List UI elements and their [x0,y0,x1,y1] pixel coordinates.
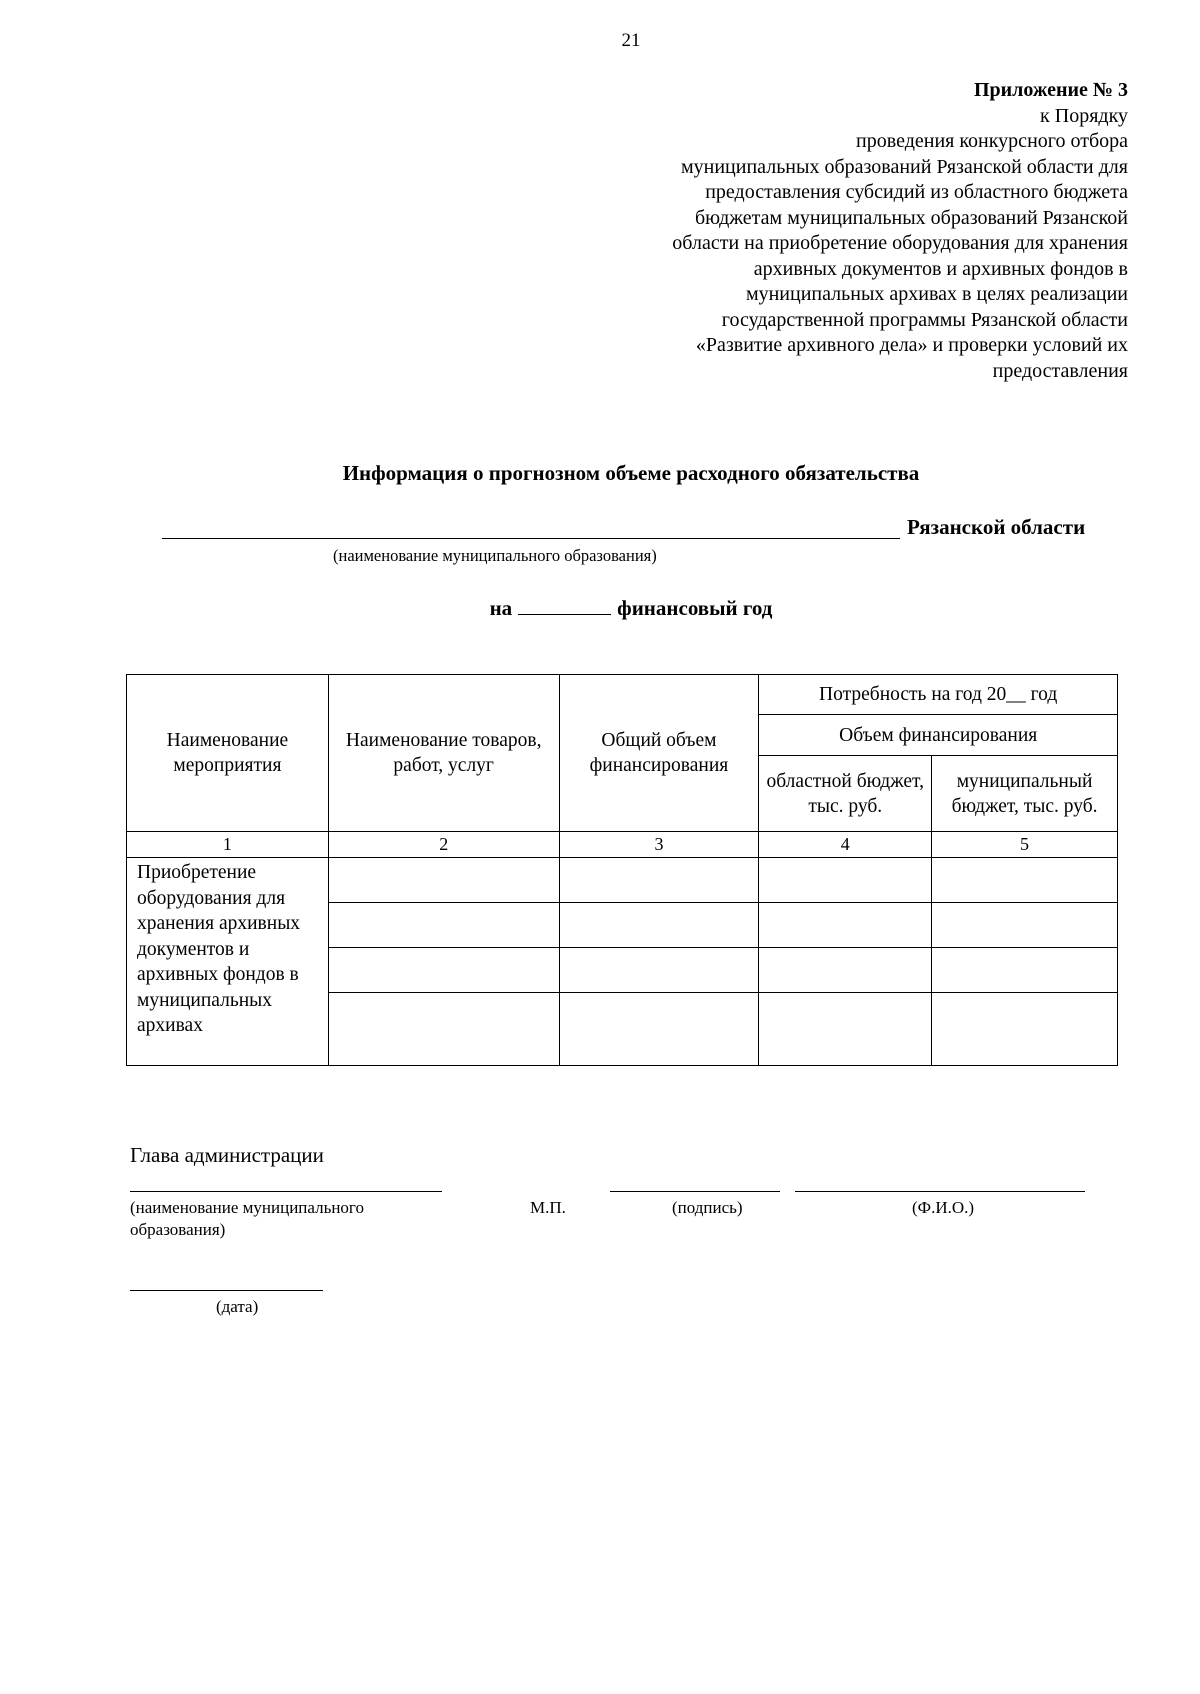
table-row [127,858,1118,903]
empty-cell[interactable] [328,903,559,948]
appendix-line: архивных документов и архивных фондов в [753,257,1128,280]
appendix-line: муниципальных образований Рязанской области для [680,155,1128,178]
empty-cell[interactable] [932,993,1118,1066]
empty-cell[interactable] [328,858,559,903]
appendix-title: Приложение № 3 [973,79,1128,101]
empty-cell[interactable] [559,948,759,993]
appendix-line: государственной программы Рязанской области [721,308,1128,331]
appendix-line: «Развитие архивного дела» и проверки условий их [695,334,1128,356]
municipality-caption: (наименование муниципального образования) [333,546,657,565]
column-number: 5 [932,832,1118,858]
appendix-line: области на приобретение оборудования для хранения [672,232,1128,254]
appendix-line: к Порядку [1040,104,1128,127]
year-blank [518,596,611,615]
header-regional-budget: областной бюджет, тыс. руб. [759,756,932,832]
region-label: Рязанской области [907,515,1086,539]
empty-cell[interactable] [328,948,559,993]
appendix-line: предоставления субсидий из областного бюджета [705,181,1128,203]
empty-cell[interactable] [328,993,559,1066]
empty-cell[interactable] [559,858,759,903]
financial-year-line [0,596,1200,621]
appendix-line: бюджетам муниципальных образований Рязанской [694,206,1128,229]
empty-cell[interactable] [932,903,1118,948]
page-number: 21 [621,30,641,51]
appendix-block [568,78,1128,384]
column-number-row [127,832,1118,858]
column-number: 2 [328,832,559,858]
column-number: 4 [759,832,932,858]
municipality-signature-line [130,1190,442,1192]
empty-cell[interactable] [759,903,932,948]
appendix-line: проведения конкурсного отбора [856,130,1128,152]
fin-year-suffix: финансовый год [617,596,773,620]
header-goods-name: Наименование товаров, работ, услуг [328,675,559,832]
empty-cell[interactable] [932,858,1118,903]
column-number: 3 [559,832,759,858]
fio-caption: (Ф.И.О.) [912,1198,975,1217]
header-need-year: Потребность на год 20__ год [759,675,1118,715]
head-of-administration-label: Глава администрации [130,1143,324,1167]
empty-cell[interactable] [759,993,932,1066]
signature-line [610,1190,780,1192]
empty-cell[interactable] [559,903,759,948]
header-event-name: Наименование мероприятия [127,675,329,832]
header-total-volume: Общий объем финансирования [559,675,759,832]
stamp-place-label: М.П. [530,1198,566,1217]
fio-line [795,1190,1085,1192]
municipality-name-blank [162,518,900,539]
date-line [130,1289,323,1291]
empty-cell[interactable] [559,993,759,1066]
header-financing-volume: Объем финансирования [759,715,1118,756]
date-caption: (дата) [216,1297,259,1316]
fin-year-prefix: на [489,596,513,620]
signature-caption: (подпись) [672,1198,743,1217]
empty-cell[interactable] [759,948,932,993]
empty-cell[interactable] [932,948,1118,993]
empty-cell[interactable] [759,858,932,903]
municipality-caption-bottom: (наименование муниципального образования) [130,1198,364,1239]
column-number: 1 [127,832,329,858]
row-label-equipment: Приобретение оборудования для хранения архивных документов и архивных фондов в муниципальных архивах [127,858,329,1066]
document-title: Информация о прогнозном объеме расходного обязательства [342,461,920,485]
appendix-line: предоставления [992,359,1128,382]
forecast-table [126,674,1118,1066]
header-municipal-budget: муниципальный бюджет, тыс. руб. [932,756,1118,832]
appendix-line: муниципальных архивах в целях реализации [745,283,1128,305]
